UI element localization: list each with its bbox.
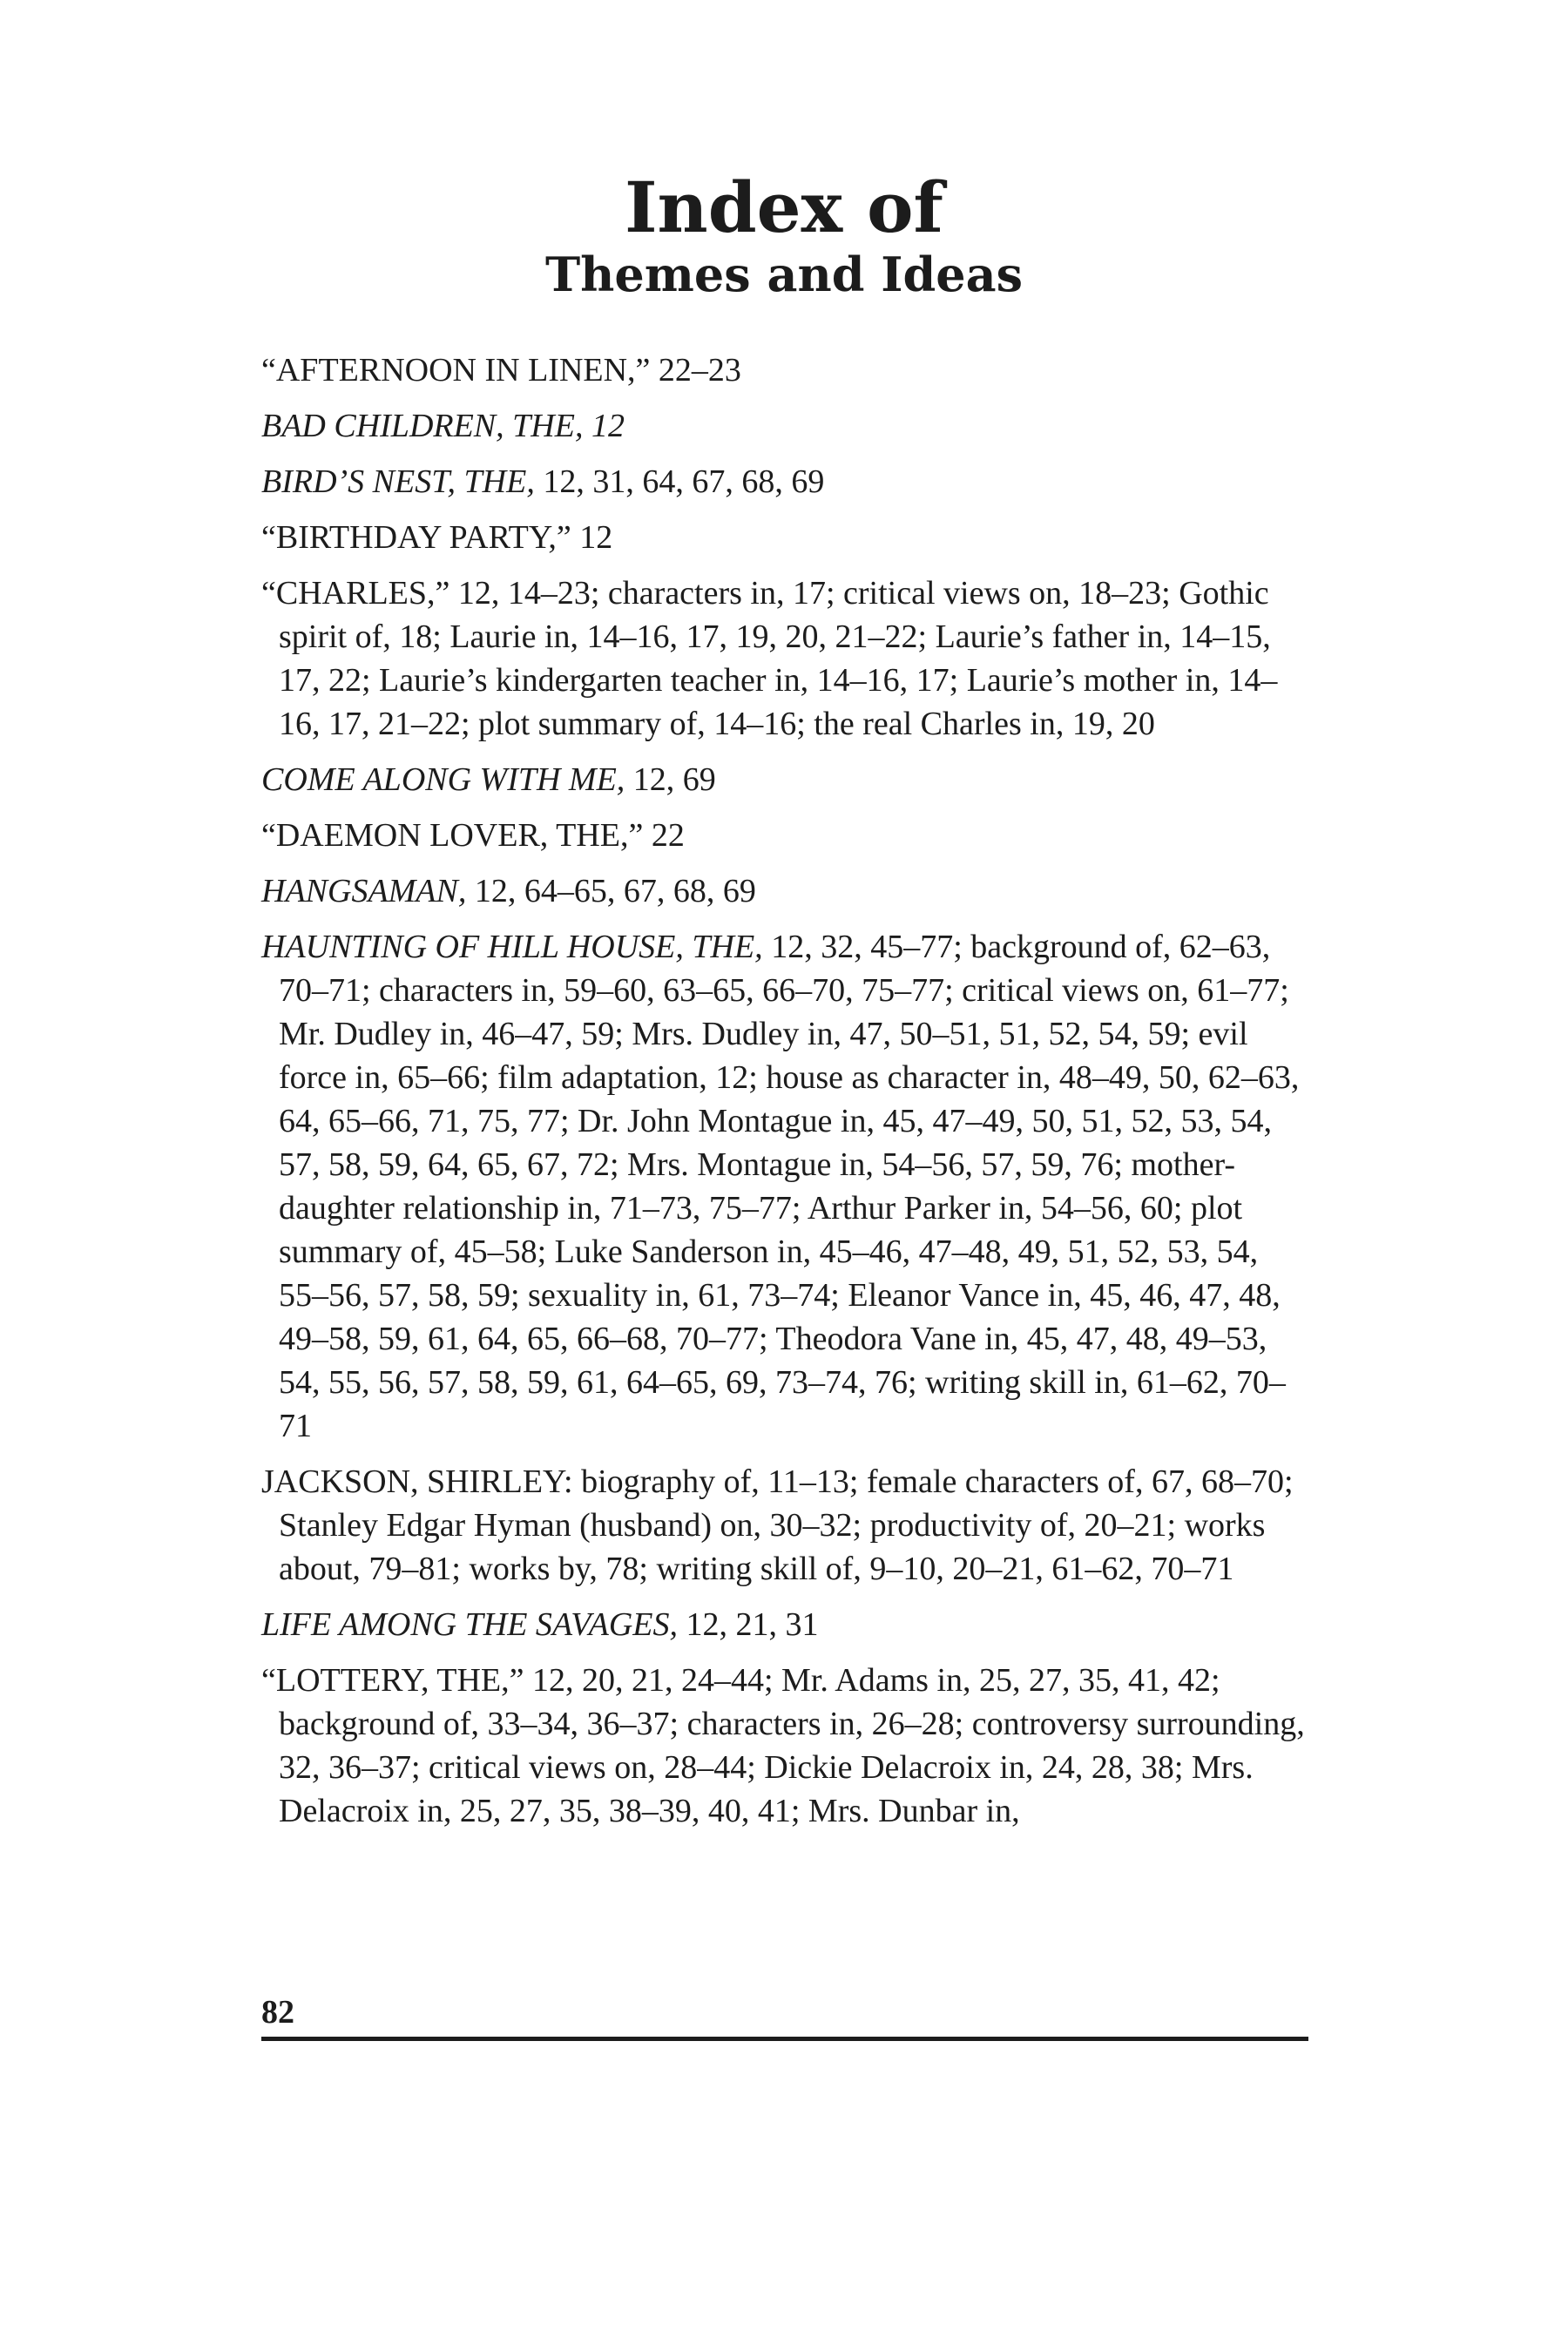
index-entry bbox=[261, 571, 1307, 746]
entry-heading: “BIRTHDAY PARTY,” bbox=[261, 519, 571, 556]
entry-text: 12, 21, 31 bbox=[678, 1606, 819, 1643]
entry-heading: BIRD’S NEST, THE, bbox=[261, 463, 535, 500]
entry-text: 12 bbox=[571, 519, 613, 556]
index-entry bbox=[261, 516, 1307, 559]
entry-heading: “LOTTERY, THE,” bbox=[261, 1662, 524, 1699]
entry-heading: HANGSAMAN, bbox=[261, 873, 467, 909]
entry-text: 12, 31, 64, 67, 68, 69 bbox=[534, 463, 825, 500]
entry-heading: JACKSON, SHIRLEY: bbox=[261, 1463, 573, 1500]
entry-heading: “DAEMON LOVER, THE,” bbox=[261, 817, 644, 854]
index-entry bbox=[261, 348, 1307, 392]
index-list bbox=[261, 348, 1307, 1845]
entry-text: 12, 20, 21, 24–44; Mr. Adams in, 25, 27, 35, 41, 42; background of, 33–34, 36–37; characters in, 26–28; controversy surrounding, 32, 36–37; critical views on, 28–44; Dickie Delacroix in, 24, 28, 38; Mrs. Delacroix in, 25, 27, 35, 38–39, 40, 41; Mrs. Dunbar in, bbox=[279, 1662, 1305, 1829]
entry-heading: BAD CHILDREN, THE, 12 bbox=[261, 408, 625, 444]
entry-heading: HAUNTING OF HILL HOUSE, THE, bbox=[261, 929, 763, 965]
index-entry bbox=[261, 460, 1307, 504]
footer-rule bbox=[261, 2037, 1308, 2041]
index-entry bbox=[261, 1659, 1307, 1833]
page-title: Index of bbox=[625, 166, 943, 248]
entry-heading: LIFE AMONG THE SAVAGES, bbox=[261, 1606, 678, 1643]
entry-text: 22 bbox=[643, 817, 685, 854]
entry-text: 12, 64–65, 67, 68, 69 bbox=[466, 873, 756, 909]
index-entry bbox=[261, 404, 1307, 448]
entry-text: 22–23 bbox=[650, 352, 741, 389]
index-entry bbox=[261, 925, 1307, 1448]
entry-text: 12, 14–23; characters in, 17; critical views on, 18–23; Gothic spirit of, 18; Laurie in, 14–16, 17, 19, 20, 21–22; Laurie’s father in, 14–15, 17, 22; Laurie’s kindergarten teacher in, 14–16, 17; Laurie’s mother in, 14–16, 17, 21–22; plot summary of, 14–16; the real Charles in, 19, 20 bbox=[279, 575, 1278, 742]
entry-text: 12, 32, 45–77; background of, 62–63, 70–71; characters in, 59–60, 63–65, 66–70, 75–77; critical views on, 61–77; Mr. Dudley in, 46–47, 59; Mrs. Dudley in, 47, 50–51, 51, 52, 54, 59; evil force in, 65–66; film adaptation, 12; house as character in, 48–49, 50, 62–63, 64, 65–66, 71, 75, 77; Dr. John Montague in, 45, 47–49, 50, 51, 52, 53, 54, 57, 58, 59, 64, 65, 67, 72; Mrs. Montague in, 54–56, 57, 59, 76; mother-daughter relationship in, 71–73, 75–77; Arthur Parker in, 54–56, 60; plot summary of, 45–58; Luke Sanderson in, 45–46, 47–48, 49, 51, 52, 53, 54, 55–56, 57, 58, 59; sexuality in, 61, 73–74; Eleanor Vance in, 45, 46, 47, 48, 49–58, 59, 61, 64, 65, 66–68, 70–77; Theodora Vane in, 45, 47, 48, 49–53, 54, 55, 56, 57, 58, 59, 61, 64–65, 69, 73–74, 76; writing skill in, 61–62, 70–71 bbox=[279, 929, 1300, 1444]
entry-heading: “AFTERNOON IN LINEN,” bbox=[261, 352, 651, 389]
page-number: 82 bbox=[261, 1994, 294, 2031]
index-entry bbox=[261, 758, 1307, 801]
index-entry bbox=[261, 1603, 1307, 1646]
page-subtitle: Themes and Ideas bbox=[544, 247, 1024, 302]
entry-heading: COME ALONG WITH ME, bbox=[261, 761, 625, 798]
index-entry bbox=[261, 1460, 1307, 1591]
entry-text: 12, 69 bbox=[625, 761, 716, 798]
index-entry bbox=[261, 814, 1307, 857]
index-entry bbox=[261, 869, 1307, 913]
entry-text: biography of, 11–13; female characters of, 67, 68–70; Stanley Edgar Hyman (husband) on, 30–32; productivity of, 20–21; works about, 79–81; works by, 78; writing skill of, 9–10, 20–21, 61–62, 70–71 bbox=[279, 1463, 1294, 1587]
entry-heading: “CHARLES,” bbox=[261, 575, 450, 612]
